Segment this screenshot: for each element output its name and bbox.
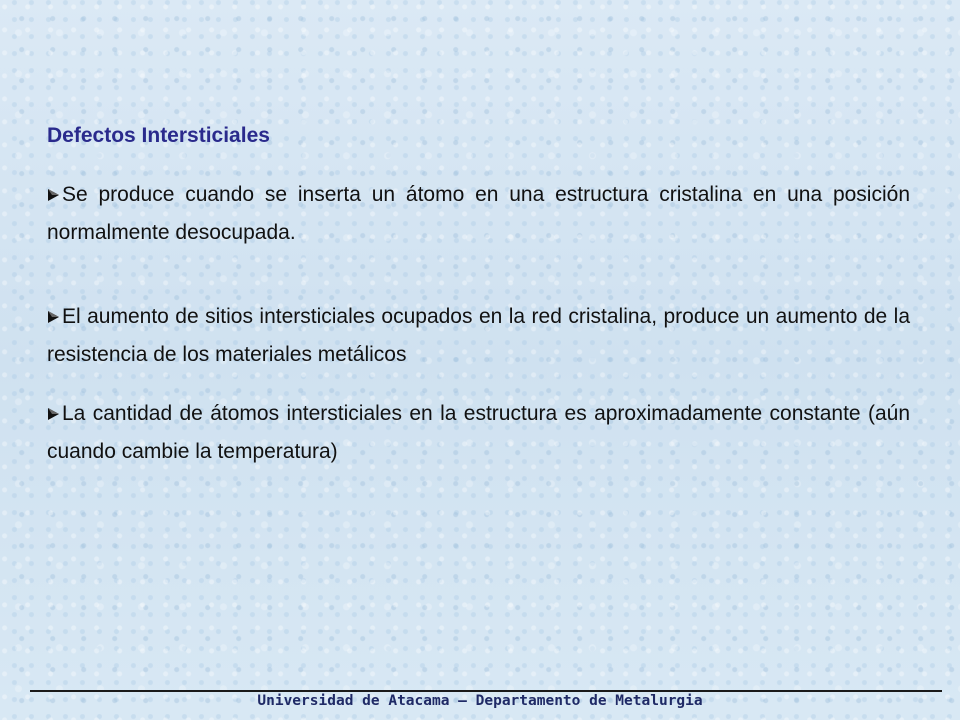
bullet-item <box>47 176 910 252</box>
arrow-bullet-icon <box>47 310 60 324</box>
bullet-item <box>47 395 910 471</box>
footer-divider <box>30 690 942 692</box>
bullet-text: La cantidad de átomos intersticiales en la estructura es aproximadamente constante (aún cuando cambie la temperatura) <box>47 402 910 463</box>
footer-text: Universidad de Atacama – Departamento de Metalurgia <box>257 693 703 709</box>
bullet-text: Se produce cuando se inserta un átomo en una estructura cristalina en una posición normalmente desocupada. <box>47 183 910 244</box>
bullet-text: El aumento de sitios intersticiales ocupados en la red cristalina, produce un aumento de la resistencia de los materiales metálicos <box>47 305 910 366</box>
arrow-bullet-icon <box>47 407 60 421</box>
bullet-item <box>47 298 910 374</box>
arrow-bullet-icon <box>47 188 60 202</box>
slide-title: Defectos Intersticiales <box>47 124 270 147</box>
